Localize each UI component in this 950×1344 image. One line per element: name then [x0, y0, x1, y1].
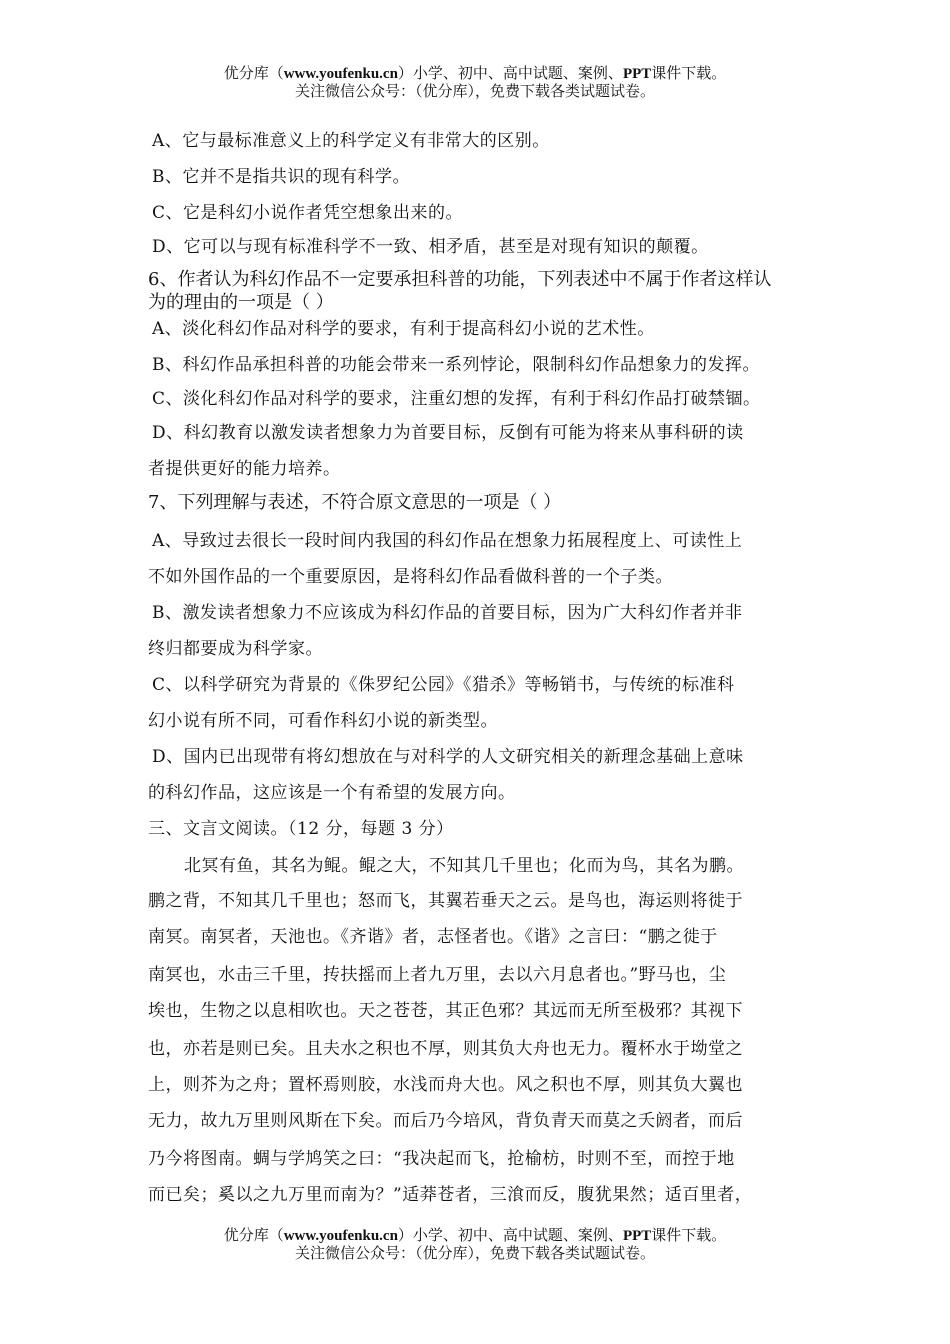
q5-option-a: A、它与最标准意义上的科学定义有非常大的区别。 [152, 131, 550, 151]
q6-option-d: D、科幻教育以激发读者想象力为首要目标，反倒有可能为将来从事科研的读 [152, 423, 744, 443]
passage-line: 埃也，生物之以息相吹也。天之苍苍，其正色邪？其远而无所至极邪？其视下 [148, 1001, 743, 1021]
q5-option-b: B、它并不是指共识的现有科学。 [152, 167, 410, 187]
footer-mid: ）小学、初中、高中试题、案例、 [397, 1228, 623, 1244]
section3-title: 三、文言文阅读。（12 分，每题 3 分） [148, 819, 454, 839]
q6-stem-line1: 6、作者认为科幻作品不一定要承担科普的功能，下列表述中不属于作者这样认 [148, 269, 772, 290]
passage-line: 鹏之背，不知其几千里也；怒而飞，其翼若垂天之云。是鸟也，海运则将徙于 [148, 891, 743, 911]
q7-option-d-cont: 的科幻作品，这应该是一个有希望的发展方向。 [148, 783, 516, 803]
footer-suffix: 课件下载。 [651, 1228, 727, 1244]
q7-option-c-cont: 幻小说有所不同，可看作科幻小说的新类型。 [148, 711, 498, 731]
q5-option-c: C、它是科幻小说作者凭空想象出来的。 [152, 203, 464, 223]
page-header-line2: 关注微信公众号：（优分库），免费下载各类试题试卷。 [294, 84, 655, 100]
passage-line: 无力，故九万里则风斯在下矣。而后乃今培风，背负青天而莫之夭阏者，而后 [148, 1111, 743, 1131]
q7-option-a: A、导致过去很长一段时间内我国的科幻作品在想象力拓展程度上、可读性上 [152, 531, 743, 551]
passage-line: 也，亦若是则已矣。且夫水之积也不厚，则其负大舟也无力。覆杯水于坳堂之 [148, 1039, 743, 1059]
footer-ppt: PPT [622, 1228, 652, 1244]
q6-option-b: B、科幻作品承担科普的功能会带来一系列悖论，限制科幻作品想象力的发挥。 [152, 355, 760, 375]
q7-option-d: D、国内已出现带有将幻想放在与对科学的人文研究相关的新理念基础上意味 [152, 747, 744, 767]
q7-stem: 7、下列理解与表述，不符合原文意思的一项是（ ） [148, 492, 562, 513]
q7-option-a-cont: 不如外国作品的一个重要原因，是将科幻作品看做科普的一个子类。 [148, 567, 673, 587]
footer-site: www.youfenku.cn [283, 1228, 398, 1244]
q7-option-c: C、以科学研究为背景的《侏罗纪公园》《猎杀》等畅销书，与传统的标准科 [152, 675, 735, 695]
footer-prefix: 优分库（ [223, 1228, 284, 1244]
passage-line: 南冥也，水击三千里，抟扶摇而上者九万里，去以六月息者也。”野马也，尘 [148, 965, 727, 985]
q5-option-d: D、它可以与现有标准科学不一致、相矛盾，甚至是对现有知识的颠覆。 [152, 237, 709, 257]
passage-line: 而已矣；奚以之九万里而南为？”适莽苍者，三湌而反，腹犹果然；适百里者， [148, 1185, 753, 1205]
header-suffix: 课件下载。 [651, 66, 727, 82]
header-site: www.youfenku.cn [283, 66, 398, 82]
q7-option-b-cont: 终归都要成为科学家。 [148, 639, 323, 659]
header-mid: ）小学、初中、高中试题、案例、 [397, 66, 623, 82]
passage-line: 乃今将图南。蜩与学鸠笑之曰：“我决起而飞，抢榆枋，时则不至，而控于地 [148, 1149, 735, 1169]
header-ppt: PPT [622, 66, 652, 82]
page-footer [0, 1228, 950, 1245]
passage-line: 北冥有鱼，其名为鲲。鲲之大，不知其几千里也；化而为鸟，其名为鹏。 [184, 856, 744, 876]
page-header [0, 66, 950, 83]
q6-option-d-cont: 者提供更好的能力培养。 [148, 459, 341, 479]
page-footer-line2: 关注微信公众号：（优分库），免费下载各类试题试卷。 [294, 1246, 655, 1262]
q7-option-b: B、激发读者想象力不应该成为科幻作品的首要目标，因为广大科幻作者并非 [152, 603, 743, 623]
q6-option-a: A、淡化科幻作品对科学的要求，有利于提高科幻小说的艺术性。 [152, 319, 655, 339]
q6-option-c: C、淡化科幻作品对科学的要求，注重幻想的发挥，有利于科幻作品打破禁锢。 [152, 389, 761, 409]
passage-line: 上，则芥为之舟；置杯焉则胶，水浅而舟大也。风之积也不厚，则其负大翼也 [148, 1075, 743, 1095]
passage-line: 南冥。南冥者，天池也。《齐谐》者，志怪者也。《谐》之言曰：“鹏之徙于 [148, 927, 718, 947]
q6-stem-line2: 为的理由的一项是（ ） [148, 292, 334, 313]
header-prefix: 优分库（ [223, 66, 284, 82]
